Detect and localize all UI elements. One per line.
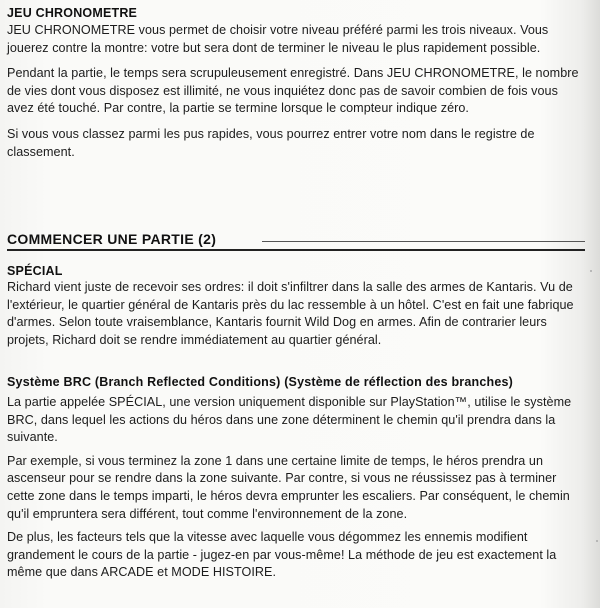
section-title: Système BRC (Branch Reflected Conditions) (Système de réflection des branches) [7,375,513,389]
scan-speck [596,540,598,542]
section-jeu-chronometre [7,6,587,161]
paragraph: Si vous vous classez parmi les pus rapides, vous pourrez entrer votre nom dans le registre de classement. [7,126,535,159]
scan-speck [590,270,592,272]
paragraph: Richard vient juste de recevoir ses ordres: il doit s'infiltrer dans la salle des armes de Kantaris. Vu de l'extérieur, le quartier général de Kantaris près du lac ressemble à un hôtel. C'est en fait une fabrique d'armes. Selon toute vraisemblance, Kantaris fournit Wild Dog en armes. Afin de contrarier leurs projets, Richard doit se rendre immédiatement au quartier général. [7,280,574,347]
section-brc [7,374,587,582]
section-special [7,264,587,349]
section-title: SPÉCIAL [7,264,63,278]
paragraph: La partie appelée SPÉCIAL, une version uniquement disponible sur PlayStation™, utilise le système BRC, dans lequel les actions du héros dans une zone déterminent le chemin qu'il prendra dans la suivante. [7,395,572,445]
heading-rule-thin [262,241,585,242]
paragraph: Pendant la partie, le temps sera scrupuleusement enregistré. Dans JEU CHRONOMETRE, le nombre de vies dont vous disposez est illimité, ne vous inquiétez donc pas de savoir combien de fois vous avez été touché. Par contre, la partie se termine lorsque le compteur indique zéro. [7,66,579,116]
paragraph: De plus, les facteurs tels que la vitesse avec laquelle vous dégommez les ennemis modifient grandement le cours de la partie - jugez-en par vous-même! La méthode de jeu est exactement la même que dans ARCADE et MODE HISTOIRE. [7,530,557,580]
paragraph: JEU CHRONOMETRE vous permet de choisir votre niveau préféré parmi les trois niveaux. Vous jouerez contre la montre: votre but sera dont de terminer le niveau le plus rapidement possible. [7,23,549,55]
paragraph: Par exemple, si vous terminez la zone 1 dans une certaine limite de temps, le héros prendra un ascenseur pour se rendre dans la zone suivante. Par contre, si vous ne réussissez pas à terminer cette zone dans le temps imparti, le héros devra emprunter les escaliers. Par conséquent, le chemin qu'il empruntera sera différent, tout comme l'environnement de la zone. [7,453,570,521]
section-heading-commencer: COMMENCER UNE PARTIE (2) [7,231,217,247]
heading-rule [7,249,585,251]
section-title: JEU CHRONOMETRE [7,6,138,20]
